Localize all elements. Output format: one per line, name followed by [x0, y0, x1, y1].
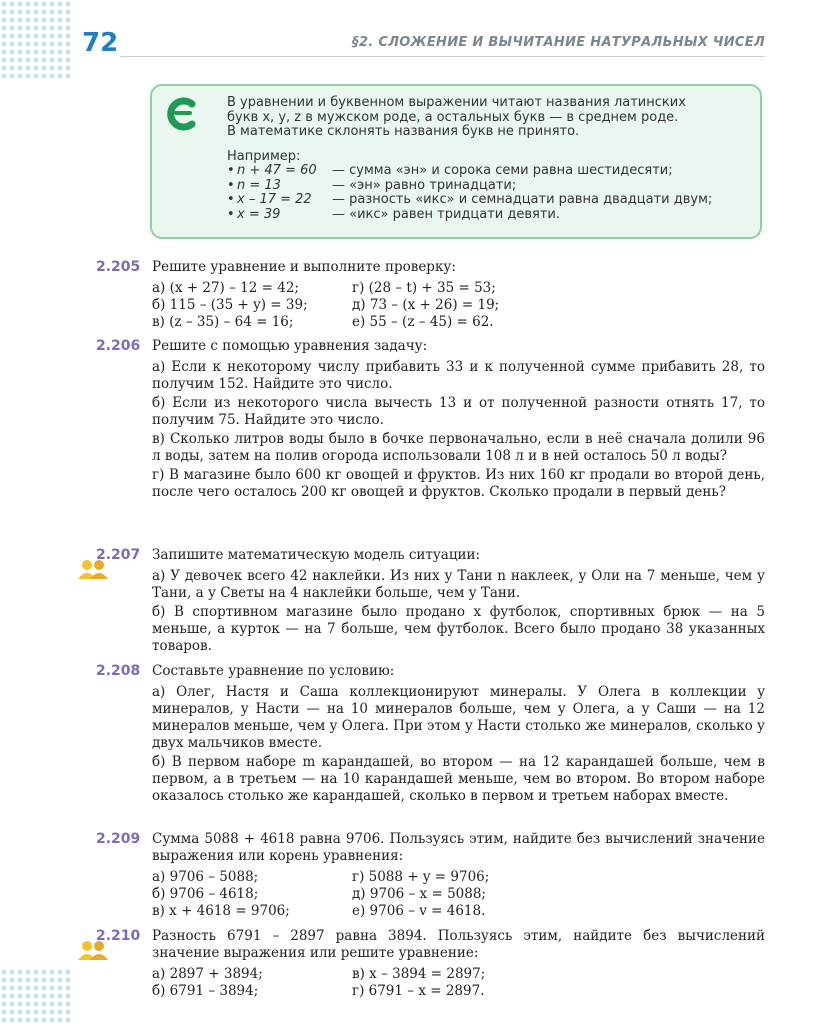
task-paragraph: а) Если к некоторому числу прибавить 33 и к полученной сумме прибавить 28, то получим 152. Найдите это число.: [152, 359, 765, 392]
page-number: 72: [82, 28, 119, 58]
task-body: [152, 928, 765, 1000]
rule-line: В уравнении и буквенном выражении читают названия латинских: [227, 95, 686, 110]
equation-item: б) 115 – (35 + y) = 39;: [152, 297, 308, 313]
task-intro: Сумма 5088 + 4618 равна 9706. Пользуясь этим, найдите без вычислений значение выражения или корень уравнения:: [152, 831, 765, 864]
section-title: §2. СЛОЖЕНИЕ И ВЫЧИТАНИЕ НАТУРАЛЬНЫХ ЧИСЕЛ: [352, 35, 765, 50]
task-intro: Запишите математическую модель ситуации:: [152, 547, 481, 563]
example-description: — «икс» равен тридцати девяти.: [332, 206, 560, 222]
equation-item: б) 9706 – 4618;: [152, 886, 259, 902]
example-description: — разность «икс» и семнадцати равна двадцати двум;: [332, 192, 713, 207]
example-label: Например:: [227, 148, 301, 164]
task-paragraph: а) У девочек всего 42 наклейки. Из них у Тани n наклеек, у Оли на 7 меньше, чем у Тани, а у Светы на 4 наклейки больше, чем у Тани.: [152, 568, 765, 601]
equation-item: а) 9706 – 5088;: [152, 869, 259, 885]
task-number: 2.209: [96, 831, 141, 847]
example-equation: x – 17 = 22: [237, 192, 312, 207]
example-description: — «эн» равно тринадцати;: [332, 177, 517, 193]
task-paragraph: б) В первом наборе m карандашей, во втором — на 12 карандашей больше, чем в первом, а в третьем — на 10 карандашей меньше, чем во втором. Во втором наборе оказалось столько же карандашей, сколько в первом и третьем наборах вместе.: [152, 754, 765, 804]
decorative-dots-top: [0, 0, 70, 78]
rule-letter-icon: [166, 96, 200, 132]
example-row: [227, 179, 752, 194]
task-number: 2.210: [96, 928, 141, 944]
equation-item: г) 5088 + y = 9706;: [352, 869, 490, 885]
task-intro: Составьте уравнение по условию:: [152, 663, 395, 679]
task-intro: Разность 6791 – 2897 равна 3894. Пользуясь этим, найдите без вычислений значение выражения или решите уравнение:: [152, 928, 765, 961]
example-row: [227, 208, 752, 223]
example-description: — сумма «эн» и сорока семи равна шестидесяти;: [332, 163, 673, 178]
rule-box: [150, 84, 762, 239]
task-paragraph: в) Сколько литров воды было в бочке первоначально, если в неё сначала долили 96 л воды, затем на полив огорода использовали 108 л и в ней осталось 50 л воды?: [152, 431, 765, 464]
decorative-dots-bottom: [0, 968, 70, 1024]
rule-line: В математике склонять названия букв не принято.: [227, 124, 580, 139]
task-paragraph: б) Если из некоторого числа вычесть 13 и от полученной разности отнять 17, то получим 75. Найдите это число.: [152, 395, 765, 428]
equation-item: а) 2897 + 3894;: [152, 966, 263, 982]
equation-item: а) (x + 27) – 12 = 42;: [152, 280, 299, 296]
task-number: 2.208: [96, 663, 141, 679]
example-row: [227, 164, 752, 179]
equation-item: в) x + 4618 = 9706;: [152, 903, 290, 919]
bullet-icon: •: [227, 192, 235, 207]
task-body: [152, 338, 765, 503]
equation-grid: [152, 966, 765, 1000]
rule-text: [227, 96, 752, 222]
task-body: [152, 259, 765, 331]
task-paragraph: г) В магазине было 600 кг овощей и фруктов. Из них 160 кг продали во второй день, после чего осталось 200 кг овощей и фруктов. Сколько продали в первый день?: [152, 467, 765, 500]
task-paragraph: а) Олег, Настя и Саша коллекционируют минералы. У Олега в коллекции y минералов, у Насти — на 10 минералов больше, чем у Олега, а у Саши — на 12 минералов меньше, чем у Олега. При этом у Насти столько же минералов, сколько у двух мальчиков вместе.: [152, 684, 765, 751]
task-body: [152, 547, 765, 657]
bullet-icon: •: [227, 177, 235, 193]
equation-item: б) 6791 – 3894;: [152, 983, 259, 999]
task-number: 2.206: [96, 338, 141, 354]
equation-item: е) 55 – (z – 45) = 62.: [352, 314, 494, 330]
equation-item: г) 6791 – x = 2897.: [352, 983, 485, 999]
equation-grid: [152, 280, 765, 331]
example-row: [227, 193, 752, 208]
equation-item: д) 73 – (x + 26) = 19;: [352, 297, 500, 313]
task-body: [152, 663, 765, 807]
rule-line: букв x, y, z в мужском роде, а остальных букв — в среднем роде.: [227, 109, 679, 125]
task-paragraph: б) В спортивном магазине было продано x футболок, спортивных брюк — на 5 меньше, а курток — на 7 больше, чем футболок. Всего было продано 38 указанных товаров.: [152, 604, 765, 654]
equation-item: г) (28 – t) + 35 = 53;: [352, 280, 496, 296]
task-body: [152, 831, 765, 920]
task-number: 2.207: [96, 547, 141, 563]
task-intro: Решите с помощью уравнения задачу:: [152, 338, 428, 354]
bullet-icon: •: [227, 206, 235, 222]
example-equation: n = 13: [237, 177, 281, 193]
task-intro: Решите уравнение и выполните проверку:: [152, 259, 456, 275]
example-equation: x = 39: [237, 206, 281, 222]
example-equation: n + 47 = 60: [237, 163, 317, 178]
task-number: 2.205: [96, 259, 141, 275]
equation-grid: [152, 869, 765, 920]
header-divider: [120, 56, 765, 57]
equation-item: е) 9706 – v = 4618.: [352, 903, 486, 919]
equation-item: д) 9706 – x = 5088;: [352, 886, 486, 902]
equation-item: в) x – 3894 = 2897;: [352, 966, 486, 982]
bullet-icon: •: [227, 163, 235, 178]
equation-item: в) (z – 35) – 64 = 16;: [152, 314, 294, 330]
